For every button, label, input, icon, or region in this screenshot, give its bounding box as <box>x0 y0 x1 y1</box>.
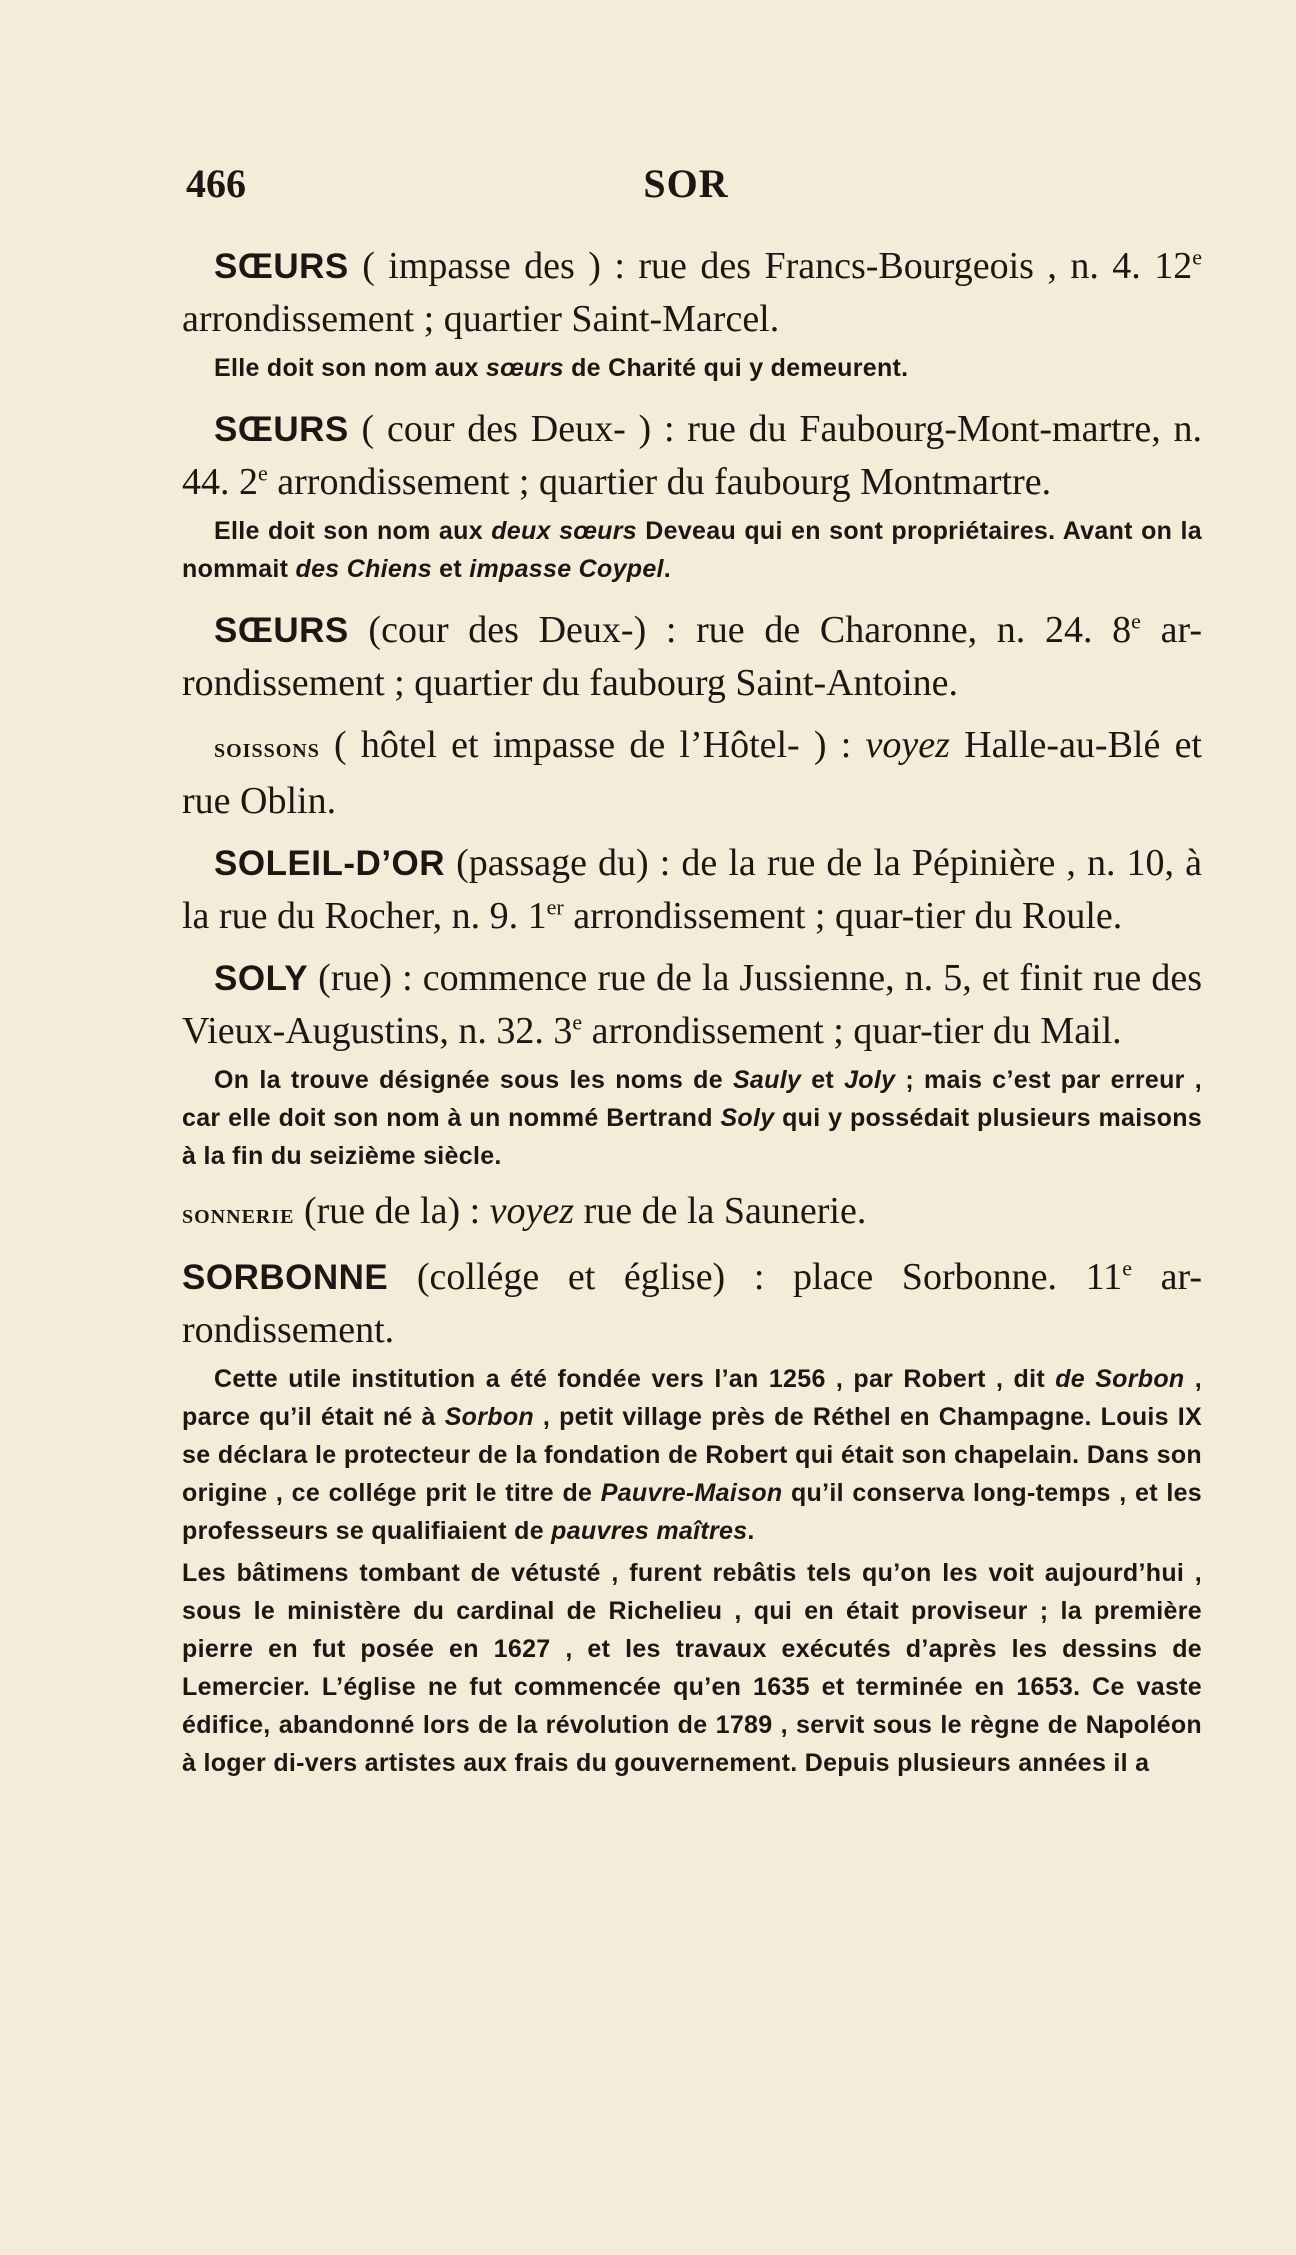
entry-main: SŒURS ( cour des Deux- ) : rue du Faubourg-Mont-martre, n. 44. 2e arrondissement ; quartier du faubourg Montmartre. <box>182 408 1202 503</box>
headword: sonnerie <box>182 1199 295 1230</box>
entry-sorbonne <box>182 1251 1202 1782</box>
entry-main: soissons ( hôtel et impasse de l’Hôtel- ) : voyez Halle-au-Blé et rue Oblin. <box>182 724 1202 822</box>
entry-note: On la trouve désignée sous les noms de Sauly et Joly ; mais c’est par erreur , car elle doit son nom à un nommé Bertrand Soly qui y possédait plusieurs maisons à la fin du seizième siècle. <box>182 1066 1203 1170</box>
headword: SŒURS <box>214 247 349 286</box>
running-title: SOR <box>643 161 729 206</box>
entry-main: SŒURS ( impasse des ) : rue des Francs-Bourgeois , n. 4. 12e arrondissement ; quartier Saint-Marcel. <box>182 244 1202 340</box>
entry-note: Cette utile institution a été fondée vers l’an 1256 , par Robert , dit de Sorbon , parce qu’il était né à Sorbon , petit village près de Réthel en Champagne. Louis IX se déclara le protecteur de la fondation de Robert qui était son chapelain. Dans son origine , ce collége prit le titre de Pauvre-Maison qu’il conserva long-temps , et les professeurs se qualifiaient de pauvres maîtres. <box>182 1365 1202 1545</box>
entry-note-continued: Les bâtimens tombant de vétusté , furent rebâtis tels qu’on les voit aujourd’hui , sous le ministère du cardinal de Richelieu , qui en était proviseur ; la première pierre en fut posée en 1627 , et les travaux exécutés d’après les dessins de Lemercier. L’église ne fut commencée qu’en 1635 et terminée en 1653. Ce vaste édifice, abandonné lors de la révolution de 1789 , servit sous le règne de Napoléon à loger di-vers artistes aux frais du gouvernement. Depuis plusieurs années il a <box>182 1559 1202 1777</box>
entry-sonnerie <box>182 1185 1202 1241</box>
entry-soleil-d-or <box>182 837 1202 942</box>
headword: SŒURS <box>214 611 349 650</box>
running-head <box>186 160 1186 210</box>
entry-main: SŒURS (cour des Deux-) : rue de Charonne, n. 24. 8e ar-rondissement ; quartier du faubourg Saint-Antoine. <box>182 608 1202 704</box>
headword: SOLY <box>214 959 309 998</box>
entry-main: sonnerie (rue de la) : voyez rue de la Saunerie. <box>182 1190 867 1232</box>
entry-soissons <box>182 719 1202 827</box>
entry-soeurs-cour-montmartre <box>182 403 1202 588</box>
headword: SŒURS <box>214 410 349 449</box>
headword: SOLEIL-D’OR <box>214 844 446 883</box>
dictionary-text <box>182 240 1202 1782</box>
headword: SORBONNE <box>182 1258 389 1297</box>
entry-soeurs-cour-charonne <box>182 604 1202 709</box>
page-number: 466 <box>186 161 246 206</box>
entry-soeurs-impasse <box>182 240 1202 387</box>
entry-note: Elle doit son nom aux sœurs de Charité qui y demeurent. <box>214 354 909 382</box>
headword: soissons <box>214 733 320 764</box>
entry-main: SOLEIL-D’OR (passage du) : de la rue de la Pépinière , n. 10, à la rue du Rocher, n. 9. 1er arrondissement ; quar-tier du Roule. <box>182 842 1202 937</box>
entry-main: SOLY (rue) : commence rue de la Jussienne, n. 5, et finit rue des Vieux-Augustins, n. 32. 3e arrondissement ; quar-tier du Mail. <box>182 957 1202 1052</box>
entry-note: Elle doit son nom aux deux sœurs Deveau qui en sont propriétaires. Avant on la nommait des Chiens et impasse Coypel. <box>182 517 1202 583</box>
entry-main: SORBONNE (collége et église) : place Sorbonne. 11e ar-rondissement. <box>182 1255 1202 1351</box>
entry-soly <box>182 952 1202 1175</box>
